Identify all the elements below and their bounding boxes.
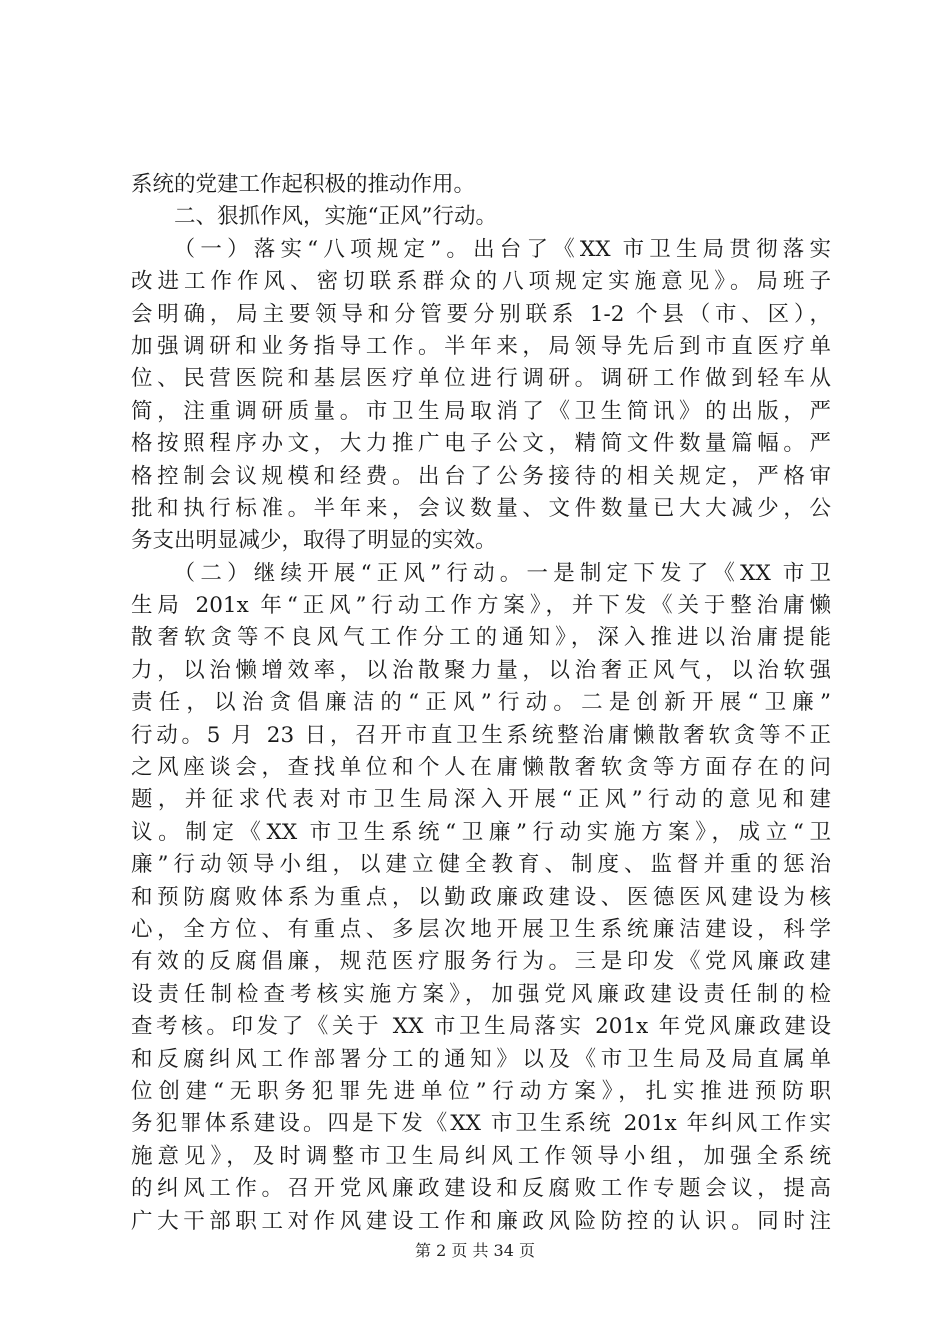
text-line: 题，并征求代表对市卫生局深入开展“正风”行动的意见和建 xyxy=(131,787,831,813)
text-line: 行动。5 月 23 日，召开市直卫生系统整治庸懒散奢软贪等不正 xyxy=(131,722,831,748)
text-line: 务犯罪体系建设。四是下发《XX 市卫生系统 201x 年纠风工作实 xyxy=(131,1111,831,1137)
text-line: 生局 201x 年“正风”行动工作方案》，并下发《关于整治庸懒 xyxy=(131,593,831,619)
text-line: 二、狠抓作风，实施“正风”行动。 xyxy=(131,204,497,230)
text-line: 务支出明显减少，取得了明显的实效。 xyxy=(131,528,497,554)
text-line: 广大干部职工对作风建设工作和廉政风险防控的认识。同时注 xyxy=(131,1208,831,1234)
text-line: 施意见》，及时调整市卫生局纠风工作领导小组，加强全系统 xyxy=(131,1143,831,1169)
text-line: （一）落实“八项规定”。出台了《XX 市卫生局贯彻落实 xyxy=(131,236,831,262)
text-line: 议。制定《XX 市卫生系统“卫廉”行动实施方案》，成立“卫 xyxy=(131,819,831,845)
text-line: 和预防腐败体系为重点，以勤政廉政建设、医德医风建设为核 xyxy=(131,884,831,910)
page-footer: 第 2 页 共 34 页 xyxy=(415,1241,535,1260)
document-body xyxy=(131,169,831,1238)
text-line: 有效的反腐倡廉，规范医疗服务行为。三是印发《党风廉政建 xyxy=(131,949,831,975)
text-line: 的纠风工作。召开党风廉政建设和反腐败工作专题会议，提高 xyxy=(131,1176,831,1202)
text-line: （二）继续开展“正风”行动。一是制定下发了《XX 市卫 xyxy=(131,560,831,586)
text-line: 批和执行标准。半年来，会议数量、文件数量已大大减少，公 xyxy=(131,495,831,521)
text-line: 位、民营医院和基层医疗单位进行调研。调研工作做到轻车从 xyxy=(131,366,831,392)
text-line: 简，注重调研质量。市卫生局取消了《卫生简讯》的出版，严 xyxy=(131,398,831,424)
text-line: 力，以治懒增效率，以治散聚力量，以治奢正风气，以治软强 xyxy=(131,657,831,683)
text-line: 改进工作作风、密切联系群众的八项规定实施意见》。局班子 xyxy=(131,269,831,295)
text-line: 之风座谈会，查找单位和个人在庸懒散奢软贪等方面存在的问 xyxy=(131,755,831,781)
text-line: 加强调研和业务指导工作。半年来，局领导先后到市直医疗单 xyxy=(131,333,831,359)
text-line: 设责任制检查考核实施方案》，加强党风廉政建设责任制的检 xyxy=(131,981,831,1007)
text-line: 位创建“无职务犯罪先进单位”行动方案》，扎实推进预防职 xyxy=(131,1078,831,1104)
text-line: 格按照程序办文，大力推广电子公文，精简文件数量篇幅。严 xyxy=(131,431,831,457)
text-line: 和反腐纠风工作部署分工的通知》以及《市卫生局及局直属单 xyxy=(131,1046,831,1072)
text-line: 廉”行动领导小组，以建立健全教育、制度、监督并重的惩治 xyxy=(131,852,831,878)
text-line: 会明确，局主要领导和分管要分别联系 1-2 个县（市、区）， xyxy=(131,301,831,327)
text-line: 责任，以治贪倡廉洁的“正风”行动。二是创新开展“卫廉” xyxy=(131,690,831,716)
text-line: 心，全方位、有重点、多层次地开展卫生系统廉洁建设，科学 xyxy=(131,916,831,942)
text-line: 格控制会议规模和经费。出台了公务接待的相关规定，严格审 xyxy=(131,463,831,489)
text-line: 散奢软贪等不良风气工作分工的通知》，深入推进以治庸提能 xyxy=(131,625,831,651)
text-line: 系统的党建工作起积极的推动作用。 xyxy=(131,172,476,197)
text-line: 查考核。印发了《关于 XX 市卫生局落实 201x 年党风廉政建设 xyxy=(131,1014,831,1040)
